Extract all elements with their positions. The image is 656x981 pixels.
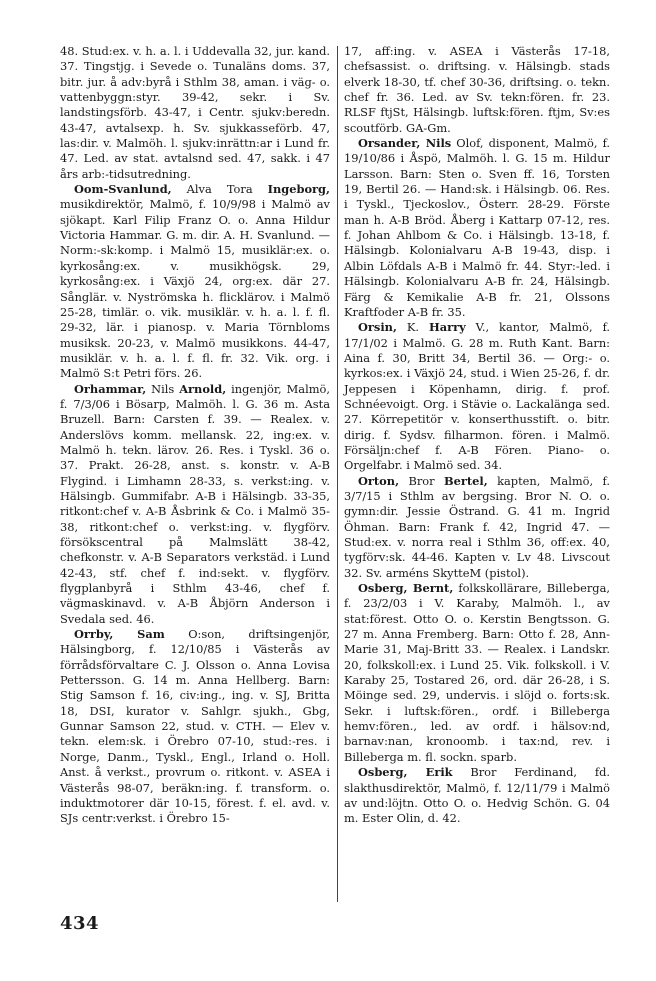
biography-entry <box>60 182 330 381</box>
entry-text: 48. Stud:ex. v. h. a. l. i Uddevalla 32, jur. kand. 37. Tingstjg. i Sevede o. Tunaläns doms. 37, bitr. jur. å adv:byrå i Sthlm 38, aman. i väg- o. vattenbyggn:styr. 39-42, sekr. i Sv. landstingsförb. 43-47, i Centr. sjukv:beredn. 43-47, avtalsexp. h. Sv. sjukkasseförb. 47, las:dir. v. Malmöh. l. sjukv:inrättn:ar i Lund fr. 47. Led. av stat. avtalsnd sed. 47, sakk. i 47 års arb:-tidsutredning. <box>60 44 330 181</box>
entry-name: Orton, <box>358 473 400 488</box>
entry-text: 17, aff:ing. v. ASEA i Västerås 17-18, chefsassist. o. driftsing. v. Hälsingb. stads elverk 18-30, tf. chef 30-36, driftsing. o. tekn. chef fr. 36. Led. av Sv. tekn:fören. fr. 23. RLSF ftjSt, Hälsingb. luftsk:fören. ftjm, Sv:es scoutförb. GA-Gm. <box>344 44 610 135</box>
entry-name: Oom-Svanlund, <box>74 182 172 197</box>
entry-name: Orrby, Sam <box>74 627 165 642</box>
entry-name: Osberg, Erik <box>358 765 453 780</box>
entry-name: Orsin, <box>358 320 397 335</box>
entry-text: Bror Ferdinand, fd. slakthusdirektör, Malmö, f. 12/11/79 i Malmö av und:löjtn. Otto O. o. Hedvig Schön. G. 04 m. Ester Olin, d. 42. <box>344 765 610 826</box>
biography-entry <box>344 474 610 581</box>
entry-text: V., kantor, Malmö, f. 17/1/02 i Malmö. G. 28 m. Ruth Kant. Barn: Aina f. 30, Britt 34, Bertil 36. — Org:- o. kyrkos:ex. i Växjö 24, stud. i Wien 25-26, f. dr. Jeppesen i Köpenhamn, dirig. f. prof. Schnéevoigt. Org. i Stävie o. Lackalänga sed. 27. Körrepetitör v. konserthusstift. o. bitr. dirig. f. Sydsv. filharmon. fören. i Malmö. Försäljn:chef f. A-B Fören. Piano- o. Orgelfabr. i Malmö sed. 34. <box>344 320 611 473</box>
entry-name: Bertel, <box>443 473 488 488</box>
biography-entry <box>344 765 610 826</box>
entry-name: Osberg, Bernt, <box>358 581 454 596</box>
entry-continuation <box>60 44 330 182</box>
entry-text: Nils <box>146 381 180 396</box>
entry-text: musikdirektör, Malmö, f. 10/9/98 i Malmö av sjökapt. Karl Filip Franz O. o. Anna Hildur Victoria Hammar. G. m. dir. A. H. Svanlund. — Norm:-sk:komp. i Malmö 15, musiklär:ex. o. kyrkosång:ex. v. musikhögsk. 29, kyrkosång:ex. i Växjö 24, org:ex. där 27. Sånglär. v. Nyströmska h. flicklärov. i Malmö 25-28, timlär. o. vik. musiklär. v. h. a. l. f. fl. 29-32, lär. i pianosp. v. Maria Törnbloms musiksk. 20-23, v. Malmö musikkons. 44-47, musiklär. v. h. a. l. f. fl. fr. 32. Vik. org. i Malmö S:t Petri förs. 26. <box>60 197 330 381</box>
entry-text: kapten, Malmö, f. 3/7/15 i Sthlm av bergsing. Bror N. O. o. gymn:dir. Jessie Östrand. G. 41 m. Ingrid Öhman. Barn: Frank f. 42, Ingrid 47. — Stud:ex. v. norra real i Sthlm 36, off:ex. 40, tygförv:sk. 44-46. Kapten v. Lv 48. Livscout 32. Sv. arméns SkytteM (pistol). <box>344 473 610 580</box>
biography-entry <box>344 320 610 473</box>
entry-name: Harry <box>428 320 466 335</box>
entry-text: ingenjör, Malmö, f. 7/3/06 i Bösarp, Malmöh. l. G. 36 m. Asta Bruzell. Barn: Carsten f. 39. — Realex. v. Anderslövs komm. mellansk. 22, ing:ex. v. Malmö h. tekn. lärov. 26. Res. i Tyskl. 36 o. 37. Prakt. 26-28, anst. s. konstr. v. A-B Flygind. i Limhamn 28-33, s. verkst:ing. v. Hälsingb. Gummifabr. A-B i Hälsingb. 33-35, ritkont:chef v. A-B Åsbrink & Co. i Malmö 35-38, ritkont:chef o. verkst:ing. v. flygförv. försökscentral på Malmslätt 38-42, chefkonstr. v. A-B Separators verkstäd. i Lund 42-43, stf. chef f. ind:sekt. v. flygförv. flygplanbyrå i Sthlm 43-46, chef f. vägmaskinavd. v. A-B Åbjörn Anderson i Svedala sed. 46. <box>60 381 330 626</box>
entry-text: folkskollärare, Billeberga, f. 23/2/03 i V. Karaby, Malmöh. l., av stat:förest. Otto O. o. Kerstin Bengtsson. G. 27 m. Anna Fremberg. Barn: Otto f. 28, Ann-Marie 31, Maj-Britt 33. — Realex. i Landskr. 20, folkskoll:ex. i Lund 25. Vik. folkskoll. i V. Karaby 25, Tostared 26, ord. där 26-28, i S. Möinge sed. 29, undervis. i slöjd o. forts:sk. Sekr. i luftsk:fören., ordf. i Billeberga hemv:fören., led. av ordf. i hälsov:nd, barnav:nan, kronoomb. i tax:nd, rev. i Billeberga m. fl. sockn. sparb. <box>344 581 610 764</box>
column-divider <box>337 46 338 902</box>
entry-text: Olof, disponent, Malmö, f. 19/10/86 i Åspö, Malmöh. l. G. 15 m. Hildur Larsson. Barn: Sten o. Sven ff. 16, Torsten 19, Bertil 26. — Hand:sk. i Hälsingb. 06. Res. i Tyskl., Tjeckoslov., Österr. 28-29. Förste man h. A-B Bröd. Åberg i Kattarp 07-12, res. f. Johan Ahlbom & Co. i Hälsingb. 13-18, f. Hälsingb. Kolonialvaru A-B 19-43, disp. i Albin Löfdals A-B i Malmö fr. 44. Styr:-led. i Hälsingb. Kolonialvaru A-B fr. 24, Hälsingb. Färg & Kemikalie A-B fr. 21, Olssons Kraftfoder A-B fr. 35. <box>344 136 610 319</box>
left-column <box>60 44 330 827</box>
entry-text: Alva Tora <box>171 182 268 197</box>
entry-text: O:son, driftsingenjör, Hälsingborg, f. 12/10/85 i Västerås av förrådsförvaltare C. J. Olsson o. Anna Lovisa Pettersson. G. 14 m. Anna Hellberg. Barn: Stig Samson f. 16, civ:ing., ing. v. SJ, Britta 18, DSI, kurator v. Sahlgr. sjukh., Gbg, Gunnar Samson 22, stud. v. CTH. — Elev v. tekn. elem:sk. i Örebro 07-10, stud:-res. i Norge, Danm., Tyskl., Engl., Irland o. Holl. Anst. å verkst., provrum o. ritkont. v. ASEA i Västerås 98-07, beräkn:ing. f. transform. o. induktmotorer där 10-15, förest. f. el. avd. v. SJs centr:verkst. i Örebro 15- <box>60 627 330 826</box>
biography-entry <box>344 136 610 320</box>
entry-name: Arnold, <box>179 381 227 396</box>
entry-text: K. <box>396 320 429 335</box>
entry-text: Bror <box>399 473 444 488</box>
biography-entry <box>344 581 610 765</box>
entry-name: Ingeborg, <box>267 182 330 197</box>
entry-name: Orsander, Nils <box>358 136 452 151</box>
right-column <box>344 44 610 827</box>
page-number: 434 <box>60 913 100 934</box>
entry-continuation <box>344 44 610 136</box>
biography-entry <box>60 627 330 826</box>
entry-name: Orhammar, <box>74 381 147 396</box>
biography-entry <box>60 382 330 628</box>
